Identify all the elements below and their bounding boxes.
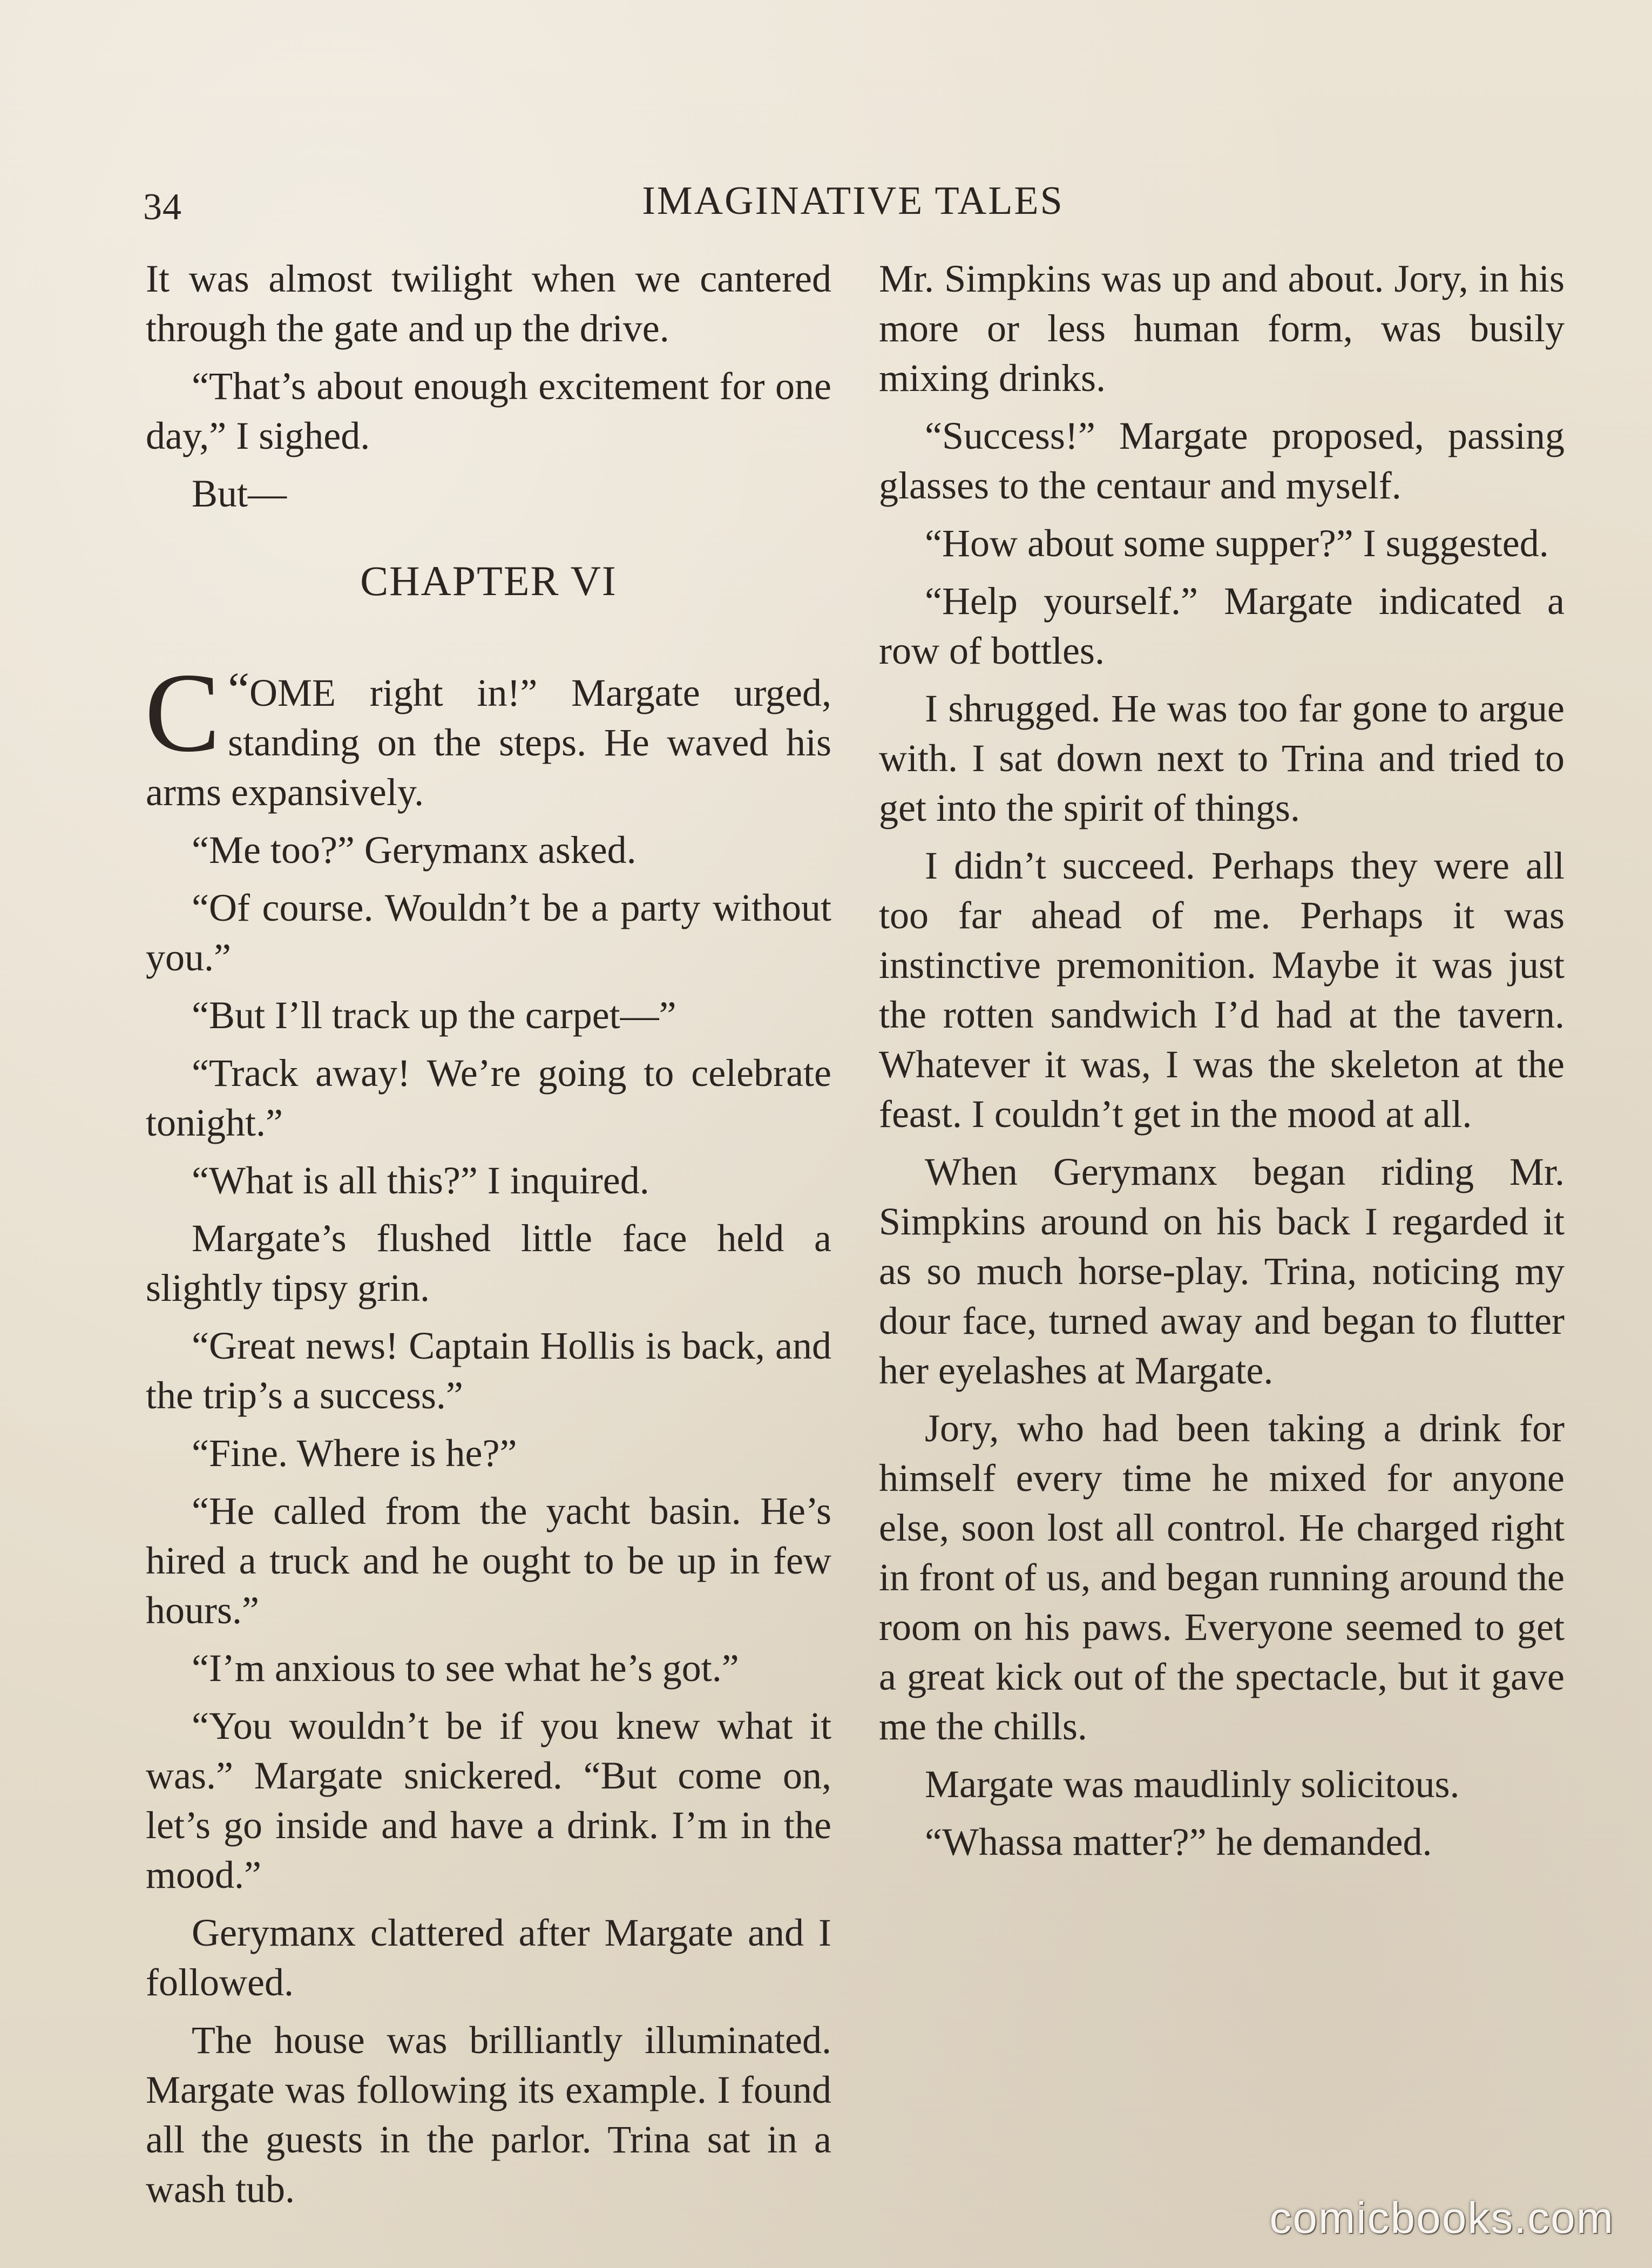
paragraph: Margate was maudlinly solicitous.	[925, 1763, 1460, 1806]
paragraph: Margate’s flushed little face held a slightly tipsy grin.	[146, 1217, 831, 1310]
paragraph: “Great news! Captain Hollis is back, and the trip’s a success.”	[146, 1324, 831, 1417]
paragraph: I didn’t succeed. Perhaps they were all too far ahead of me. Perhaps it was instinctive premonition. Maybe it was just the rotten sandwich I’d had at the tavern. Whatever it was, I was the skeleton at the feast. I couldn’t get in the mood at all.	[879, 844, 1565, 1136]
page-number: 34	[143, 186, 182, 228]
paragraph: “Fine. Where is he?”	[192, 1432, 517, 1475]
paragraph: “Me too?” Gerymanx asked.	[192, 828, 637, 872]
watermark-logo: comicbooks.com	[1269, 2193, 1614, 2243]
paragraph: “I’m anxious to see what he’s got.”	[192, 1646, 739, 1690]
left-column	[146, 254, 831, 2222]
page-header	[143, 178, 1563, 238]
paragraph: “Whassa matter?” he demanded.	[925, 1820, 1432, 1864]
paragraph: When Gerymanx began riding Mr. Simpkins around on his back I regarded it as so much horse-play. Trina, noticing my dour face, turned away and began to flutter her eyelashes at Margate.	[879, 1150, 1565, 1392]
paragraph: But—	[192, 472, 287, 515]
paragraph: Gerymanx clattered after Margate and I followed.	[146, 1911, 831, 2004]
paragraph: “He called from the yacht basin. He’s hired a truck and he ought to be up in few hours.”	[146, 1489, 831, 1632]
paragraph: “Track away! We’re going to celebrate tonight.”	[146, 1051, 831, 1144]
paragraph: “What is all this?” I inquired.	[192, 1159, 649, 1202]
chapter-heading: CHAPTER VI	[360, 557, 617, 604]
paragraph: Mr. Simpkins was up and about. Jory, in his more or less human form, was busily mixing drinks.	[879, 257, 1565, 400]
chapter-opening-paragraph	[145, 650, 831, 817]
opening-quote-mark: “	[228, 663, 250, 717]
paragraph: “Help yourself.” Margate indicated a row of bottles.	[879, 579, 1565, 672]
paragraph: “Success!” Margate proposed, passing glasses to the centaur and myself.	[879, 414, 1565, 507]
paragraph: “Of course. Wouldn’t be a party without you.”	[146, 886, 831, 979]
paragraph: The house was brilliantly illuminated. Margate was following its example. I found all the guests in the parlor. Trina sat in a wash tub.	[146, 2019, 831, 2211]
paragraph-text: OME right in!” Margate urged, standing on the steps. He waved his arms expansively.	[146, 671, 831, 814]
paragraph: It was almost twilight when we cantered through the gate and up the drive.	[146, 257, 831, 350]
drop-cap: C	[145, 650, 221, 775]
paragraph: I shrugged. He was too far gone to argue with. I sat down next to Trina and tried to get into the spirit of things.	[879, 687, 1565, 829]
paragraph: Jory, who had been taking a drink for himself every time he mixed for anyone else, soon lost all control. He charged right in front of us, and began running around the room on his paws. Everyone seemed to get a great kick out of the spectacle, but it gave me the chills.	[879, 1407, 1565, 1748]
paragraph: “But I’ll track up the carpet—”	[192, 994, 676, 1037]
paragraph: “That’s about enough excitement for one day,” I sighed.	[146, 364, 831, 457]
running-title: IMAGINATIVE TALES	[642, 179, 1064, 223]
paragraph: “You wouldn’t be if you knew what it was.” Margate snickered. “But come on, let’s go inside and have a drink. I’m in the mood.”	[146, 1704, 831, 1896]
paragraph: “How about some supper?” I suggested.	[925, 522, 1549, 565]
right-column	[879, 254, 1565, 1875]
